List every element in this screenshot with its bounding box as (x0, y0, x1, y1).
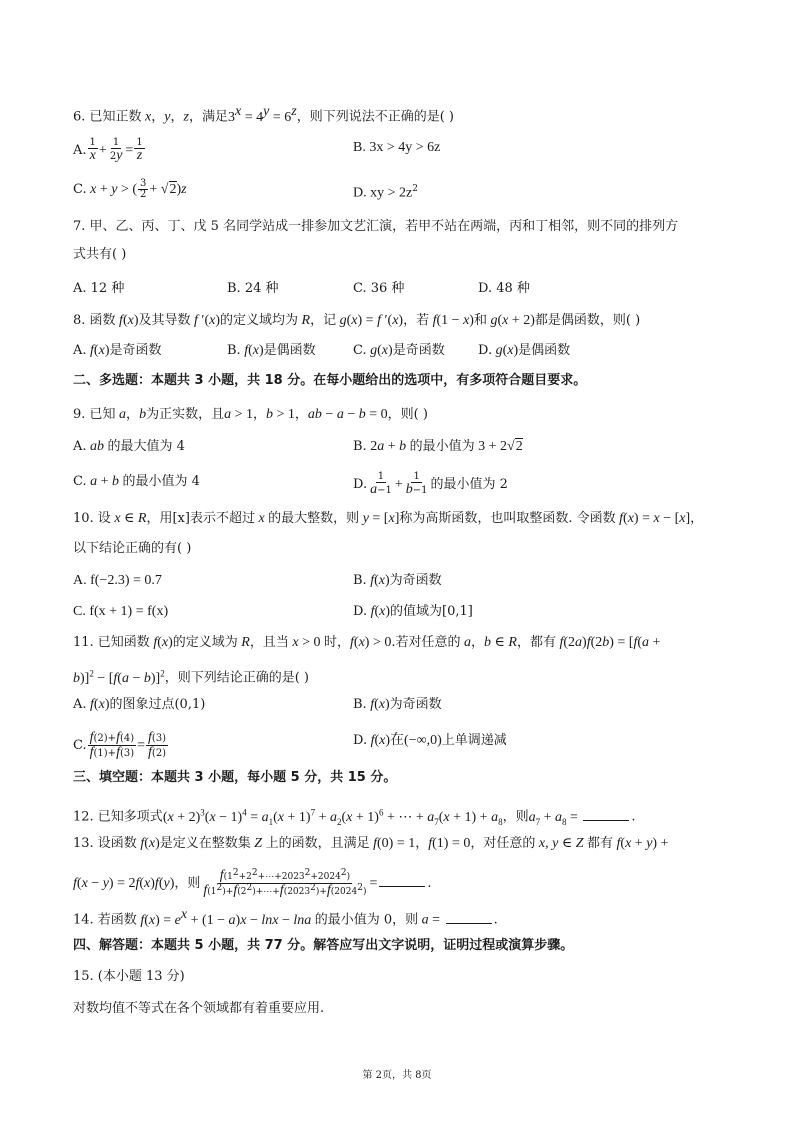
question-6-option-d: D. xy > $2z^2$ (353, 184, 418, 201)
question-10-option-a: A. f(−2.3) = 0.7 (73, 573, 162, 588)
question-15-text: 对数均值不等式在各个领域都有着重要应用. (73, 1001, 325, 1016)
question-10-stem-line-1: 10. 设 x ∈ R，用[x]表示不超过 x 的最大整数，则 y = [x]称为高斯函数，也叫取整函数. 令函数 f(x) = x − [x]， (73, 511, 704, 526)
question-11-option-a: A. f(x)的图象过点(0,1) (73, 697, 206, 712)
section-2-heading: 二、多选题：本题共 3 小题，共 18 分。在每小题给出的选项中，有多项符合题目要求。 (73, 373, 587, 388)
question-14-answer-blank (446, 911, 492, 924)
question-10-stem-line-2: 以下结论正确的有( ) (73, 541, 192, 556)
question-13-stem-line-1: 13. 设函数 f(x)是定义在整数集 Z 上的函数，且满足 f(0) = 1，f(1) = 0，对任意的 x, y ∈ Z 都有 f(x + y) + (73, 836, 669, 851)
question-9-option-a: A. ab 的最大值为 4 (73, 439, 185, 454)
question-7-option-a: A. 12 种 (73, 281, 125, 296)
question-13-answer-blank (379, 874, 425, 887)
question-11-option-d: D. f(x)在(−∞,0)上单调递减 (353, 733, 507, 748)
question-11-option-b: B. f(x)为奇函数 (353, 697, 442, 712)
question-6-option-c: C. x + y > ( $\frac{3}{2}$ + √2)z (73, 178, 187, 200)
question-7-stem-line-2: 式共有( ) (73, 247, 127, 262)
question-12-answer-blank (583, 808, 629, 821)
question-6-option-b: B. 3x > 4y > 6z (353, 140, 441, 155)
question-6-stem: 6. 已知正数 x，y，z，满足$3^x = 4^y = 6^z$，则下列说法不正确的是( ) (73, 104, 454, 125)
question-9-stem: 9. 已知 a，b为正实数，且a > 1，b > 1，ab − a − b = 0，则( ) (73, 407, 428, 422)
question-9-option-c: C. a + b 的最小值为 4 (73, 474, 200, 489)
section-4-heading: 四、解答题：本题共 5 小题，共 77 分。解答应写出文字说明，证明过程或演算步骤。 (73, 938, 574, 953)
question-7-stem-line-1: 7. 甲、乙、丙、丁、戊 5 名同学站成一排参加文艺汇演，若甲不站在两端，丙和丁相邻，则不同的排列方 (73, 219, 679, 234)
question-12-stem: 12. 已知多项式$(x + 2)^3(x - 1)^4 = a_1(x + 1)^7 + a_2(x + 1)^6$ + ⋯ + $a_7(x + 1) + a_8$，则$a_7 + a_8$ = . (73, 807, 636, 827)
section-3-heading: 三、填空题：本题共 3 小题，每小题 5 分，共 15 分。 (73, 770, 397, 785)
question-10-option-c: C. f(x + 1) = f(x) (73, 604, 169, 619)
page-footer: 第 2页，共 8页 (362, 1070, 432, 1081)
question-6-option-a: A. $\frac{1}{x}$ + $\frac{1}{2y}$ = $\frac{1}{z}$ (73, 137, 143, 163)
question-14-stem: 14. 若函数 $f(x) = e^x + (1 - a)x - \ln x - \ln a$ 的最小值为 0，则 a = . (73, 907, 498, 928)
question-11-stem-line-1: 11. 已知函数 f(x)的定义域为 R，且当 x > 0 时，f(x) > 0.若对任意的 a，b ∈ R，都有 f(2a)f(2b) = [f(a + (73, 635, 661, 650)
question-8-stem: 8. 函数 f(x)及其导数 f ′(x)的定义域均为 R，记 g(x) = f ′(x)，若 f(1 − x)和 g(x + 2)都是偶函数，则( ) (73, 313, 641, 328)
question-8-option-d: D. g(x)是偶函数 (478, 343, 571, 358)
question-11-stem-line-2: $b)]^2 - [f(a - b)]^2$，则下列结论正确的是( ) (73, 668, 309, 686)
question-8-option-b: B. f(x)是偶函数 (227, 343, 316, 358)
question-9-option-d: D. $\frac{1}{a-1}$ + $\frac{1}{b-1}$ 的最小值为 2 (353, 471, 508, 497)
question-7-option-c: C. 36 种 (353, 281, 405, 296)
question-7-option-b: B. 24 种 (227, 281, 279, 296)
question-10-option-b: B. f(x)为奇函数 (353, 573, 442, 588)
question-11-option-c: C. $\frac{f(2)+f(4)}{f(1)+f(3)}$ = $\frac{f(3)}{f(2)}$ (73, 730, 167, 760)
question-10-option-d: D. f(x)的值域为[0,1] (353, 604, 473, 619)
question-8-option-a: A. f(x)是奇函数 (73, 343, 162, 358)
question-9-option-b: B. 2a + b 的最小值为 3 + 2√2 (353, 439, 523, 454)
question-8-option-c: C. g(x)是奇函数 (353, 343, 445, 358)
question-13-stem-line-2: f(x − y) = 2f(x)f(y)，则 $\frac{f(1^2+2^2+\cdots+2023^2+2024^2)}{f(1^2)+f(2^2)+\cdots+f(2023^2)+f(2024^2)}$ = . (73, 868, 432, 898)
question-15-title: 15. (本小题 13 分) (73, 969, 185, 984)
question-7-option-d: D. 48 种 (478, 281, 530, 296)
